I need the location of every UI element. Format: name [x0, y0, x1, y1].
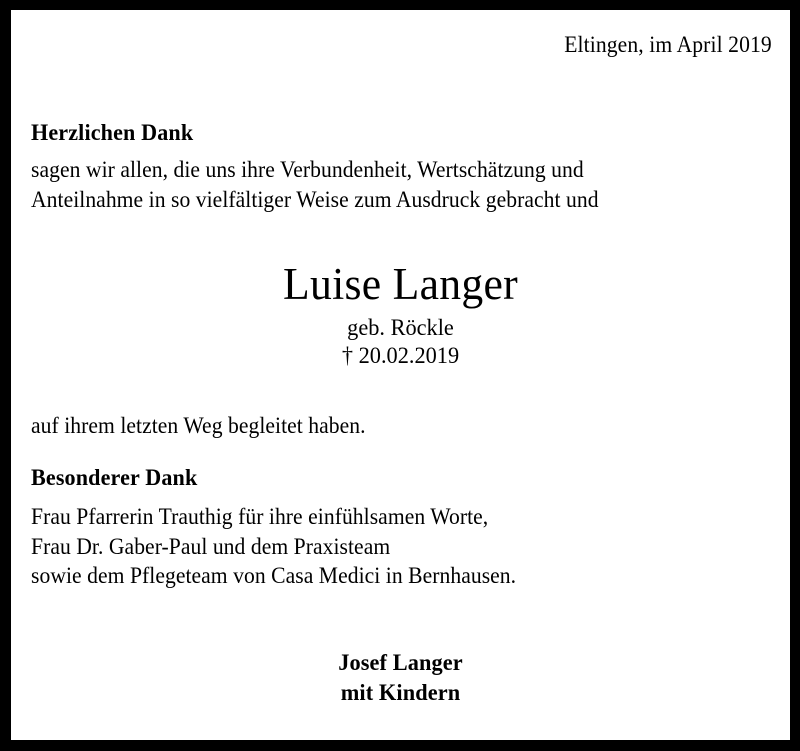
deceased-death-date: † 20.02.2019 — [341, 343, 460, 369]
signature-line-1: Josef Langer — [338, 650, 463, 676]
special-thanks-line-2: Frau Dr. Gaber-Paul und dem Praxisteam — [31, 533, 391, 559]
signature-line-2: mit Kindern — [340, 680, 461, 706]
deceased-maiden-name: geb. Röckle — [347, 315, 454, 341]
dateline: Eltingen, im April 2019 — [564, 32, 772, 57]
special-thanks-heading-block — [31, 464, 726, 492]
farewell-block — [31, 411, 726, 441]
deceased-name: Luise Langer — [283, 259, 518, 309]
thanks-body-line-2: Anteilnahme in so vielfältiger Weise zum Ausdruck gebracht und — [31, 186, 599, 212]
signature-block — [11, 648, 790, 708]
thanks-heading-block — [31, 119, 726, 147]
farewell-text: auf ihrem letzten Weg begleitet haben. — [31, 413, 366, 438]
special-thanks-line-1: Frau Pfarrerin Trauthig für ihre einfühlsamen Worte, — [31, 504, 489, 529]
notice-inner-surface — [11, 10, 790, 740]
deceased-name-block — [11, 258, 790, 371]
thanks-body-block — [31, 155, 726, 214]
thanks-heading: Herzlichen Dank — [31, 120, 194, 146]
special-thanks-line-3: sowie dem Pflegeteam von Casa Medici in Bernhausen. — [31, 563, 517, 588]
thanks-body-line-1: sagen wir allen, die uns ihre Verbundenheit, Wertschätzung und — [31, 157, 584, 182]
special-thanks-heading: Besonderer Dank — [31, 465, 198, 491]
special-thanks-body-block — [31, 502, 726, 591]
